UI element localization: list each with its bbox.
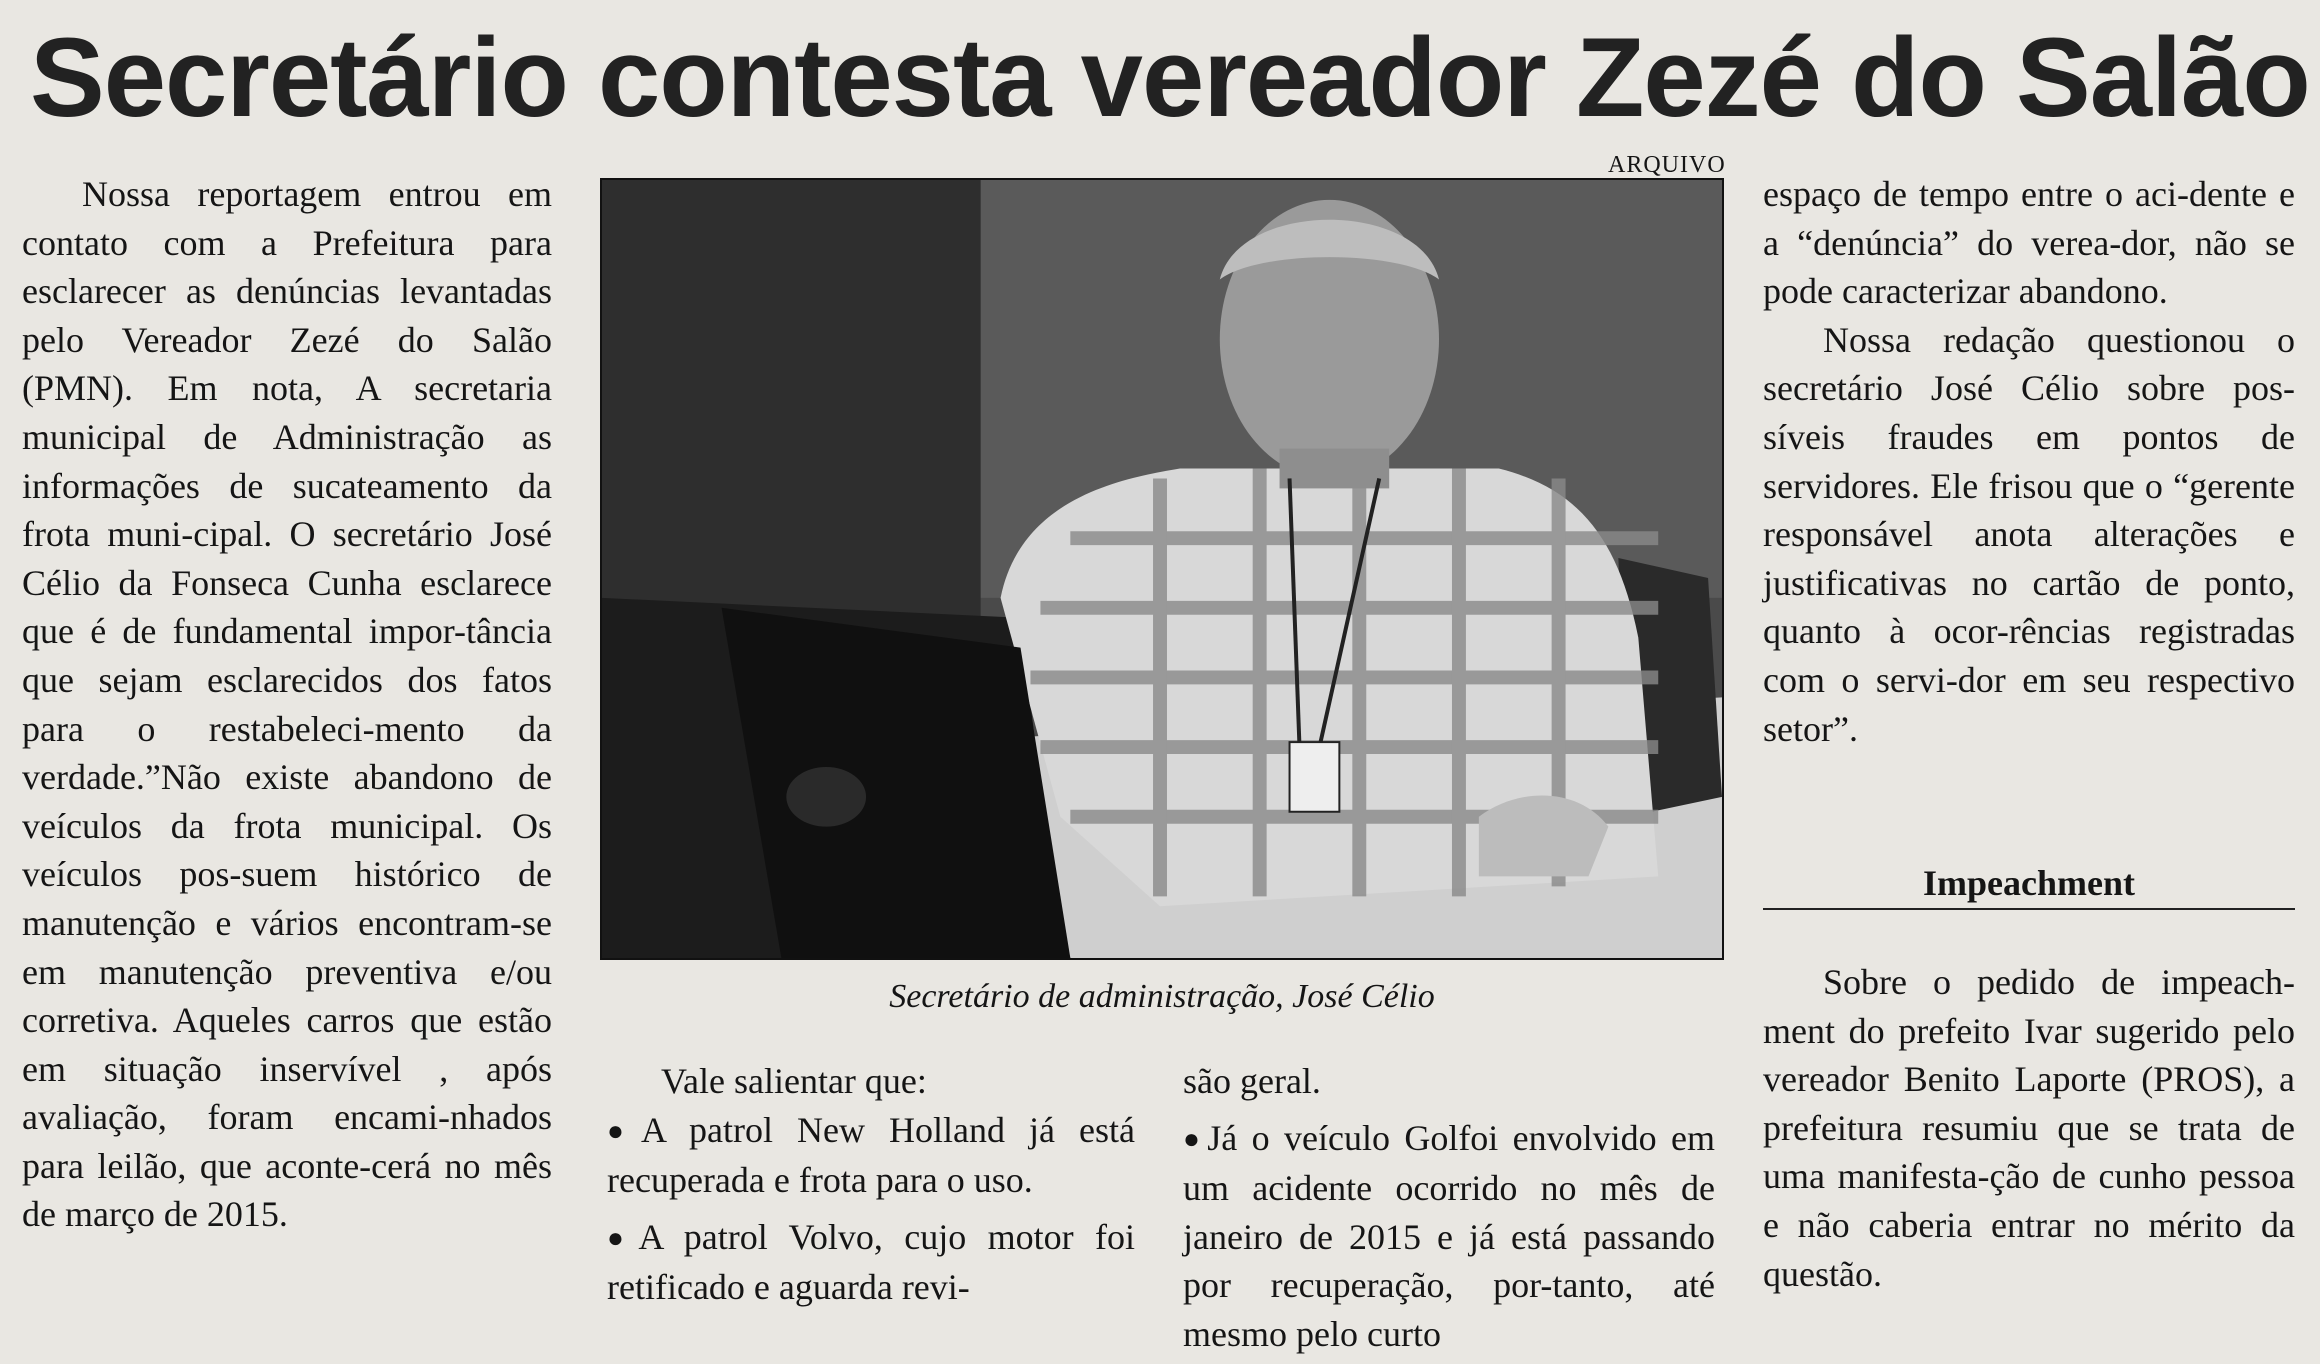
list-item-text: Já o veículo Golfoi envolvido em um acidente ocorrido no mês de janeiro de 2015 e já está passando por recuperação, por-tanto, até mesmo pelo curto: [1183, 1117, 1715, 1354]
list-item: [607, 1106, 1135, 1205]
list-item-text: A patrol New Holland já está recuperada e frota para o uso.: [607, 1109, 1135, 1201]
list-continuation: são geral.: [1183, 1061, 1321, 1101]
photo-illustration: [602, 180, 1722, 958]
section-subheading: Impeachment: [1763, 862, 2295, 910]
article-paragraph: Nossa reportagem entrou em contato com a Prefeitura para esclarecer as denúncias levantadas pelo Vereador Zezé do Salão (PMN). Em nota, A secretaria municipal de Administração as informações de sucateamento da frota muni-cipal. O secretário José Célio da Fonseca Cunha esclarece que é de fundamental impor-tância que sejam esclarecidos dos fatos para o restabeleci-mento da verdade.”Não existe abandono de veículos da frota municipal. Os veículos pos-suem histórico de manutenção e vários encontram-se em manutenção preventiva e/ou corretiva. Aqueles carros que estão em situação inservível , após avaliação, foram encami-nhados para leilão, que aconte-cerá no mês de março de 2015.: [22, 174, 552, 1235]
bullet-icon: [1183, 1118, 1207, 1158]
headline: Secretário contesta vereador Zezé do Salão: [30, 15, 2310, 140]
photo-caption: Secretário de administração, José Célio: [889, 978, 1435, 1015]
article-paragraph: Sobre o pedido de impeach-ment do prefeito Ivar sugerido pelo vereador Benito Laporte (PROS), a prefeitura resumiu que se trata de uma manifesta-ção de cunho pessoa e não caberia entrar no mérito da questão.: [1763, 962, 2295, 1294]
article-column-2: [607, 1057, 1135, 1312]
photo-credit: ARQUIVO: [1608, 152, 1726, 178]
article-paragraph: espaço de tempo entre o aci-dente e a “denúncia” do verea-dor, não se pode caracterizar abandono.: [1763, 174, 2295, 312]
article-column-3: [1183, 1057, 1715, 1359]
list-intro: Vale salientar que:: [661, 1061, 927, 1101]
list-item: [607, 1213, 1135, 1312]
article-paragraph: Nossa redação questionou o secretário José Célio sobre pos-síveis fraudes em pontos de servidores. Ele frisou que o “gerente responsável anota alterações e justificativas no cartão de ponto, quanto à ocor-rências registradas com o servi-dor em seu respectivo setor”.: [1763, 319, 2295, 749]
list-item-text: A patrol Volvo, cujo motor foi retificado e aguarda revi-: [607, 1216, 1136, 1308]
article-photo: [600, 178, 1724, 960]
bullet-icon: [607, 1110, 641, 1150]
article-column-5: [1763, 958, 2295, 1298]
bullet-icon: [607, 1217, 638, 1257]
article-column-1: [22, 170, 552, 1239]
list-item: [1183, 1114, 1715, 1359]
article-column-4: [1763, 170, 2295, 753]
